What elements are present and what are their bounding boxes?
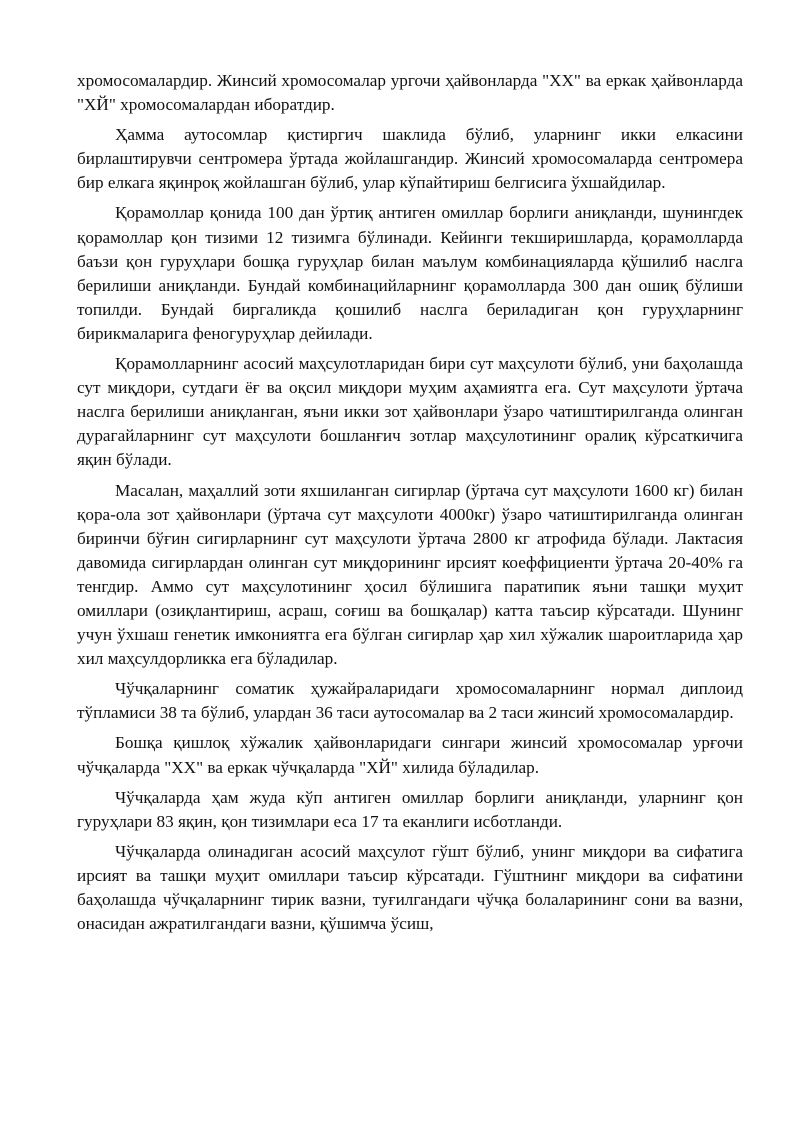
document-page [77, 69, 743, 942]
paragraph-6: Чўчқаларнинг соматик ҳужайраларидаги хромосомаларнинг нормал диплоид тўпламиси 38 та бўлиб, улардан 36 таси аутосомалар ва 2 таси жинсий хромосомалардир. [77, 679, 743, 723]
paragraph-5: Масалан, маҳаллий зоти яхшиланган сигирлар (ўртача сут маҳсулоти 1600 кг) билан қора-ола зот ҳайвонлари (ўртача сут маҳсулоти 4000кг) ўзаро чатиштирилганда олинган биринчи бўғин сигирларнинг сут маҳсулоти ўртача 2800 кг атрофида бўлади. Лактасия давомида сигирлардан олинган сут миқдорининг ирсият коеффициенти ўртача 20-40% га тенгдир. Аммо сут маҳсулотининг ҳосил бўлишига паратипик яъни ташқи муҳит омиллари (озиқлантириш, асраш, соғиш ва бошқалар) катта таъсир кўрсатади. Шунинг учун ўхшаш генетик имкониятга ега бўлган сигирлар ҳар хил хўжалик шароитларида ҳар хил маҳсулдорликка ега бўладилар. [77, 480, 743, 669]
paragraph-2: Ҳамма аутосомлар қистиргич шаклида бўлиб, уларнинг икки елкасини бирлаштирувчи сентромера ўртада жойлашгандир. Жинсий хромосомаларда сентромера бир елкага яқинроқ жойлашган бўлиб, улар кўпайтириш белгисига ўхшайдилар. [77, 125, 743, 193]
paragraph-3: Қорамоллар қонида 100 дан ўртиқ антиген омиллар борлиги аниқланди, шунингдек қорамоллар қон тизими 12 тизимга бўлинади. Кейинги текширишларда, қорамолларда баъзи қон гуруҳлари бошқа гуруҳлар билан маълум комбинацияларда қўшилиб наслга берилиши аниқланди. Бундай комбинацийларнинг қорамолларда 300 дан ошиқ бўлиши топилди. Бундай биргаликда қошилиб наслга бериладиган қон гуруҳларнинг бирикмаларига феногуруҳлар дейилади. [77, 203, 743, 343]
paragraph-7: Бошқа қишлоқ хўжалик ҳайвонларидаги сингари жинсий хромосомалар урғочи чўчқаларда "ХХ" ва еркак чўчқаларда "ХЙ" хилида бўладилар. [77, 733, 743, 777]
paragraph-1: хромосомалардир. Жинсий хромосомалар ургочи ҳайвонларда "ХХ" ва еркак ҳайвонларда "ХЙ" хромосомалардан иборатдир. [77, 71, 743, 115]
paragraph-8: Чўчқаларда ҳам жуда кўп антиген омиллар борлиги аниқланди, уларнинг қон гуруҳлари 83 яқин, қон тизимлари еса 17 та еканлиги исботланди. [77, 787, 743, 831]
paragraph-4: Қорамолларнинг асосий маҳсулотларидан бири сут маҳсулоти бўлиб, уни баҳолашда сут миқдори, сутдаги ёғ ва оқсил миқдори муҳим аҳамиятга ега. Сут маҳсулоти ўртача наслга берилиши аниқланган, яъни икки зот ҳайвонлари ўзаро чатиштирилганда олинган дурагайларнинг сут маҳсулоти бошланғич зотлар маҳсулотининг оралиқ кўрсаткичига яқин бўлади. [77, 354, 743, 470]
paragraph-9: Чўчқаларда олинадиган асосий маҳсулот гўшт бўлиб, унинг миқдори ва сифатига ирсият ва ташқи муҳит омиллари таъсир кўрсатади. Гўштнинг миқдори ва сифатини баҳолашда чўчқаларнинг тирик вазни, туғилгандаги чўчқа болаларининг сони ва вазни, онасидан ажратилгандаги вазни, қўшимча ўсиш, [77, 841, 743, 934]
